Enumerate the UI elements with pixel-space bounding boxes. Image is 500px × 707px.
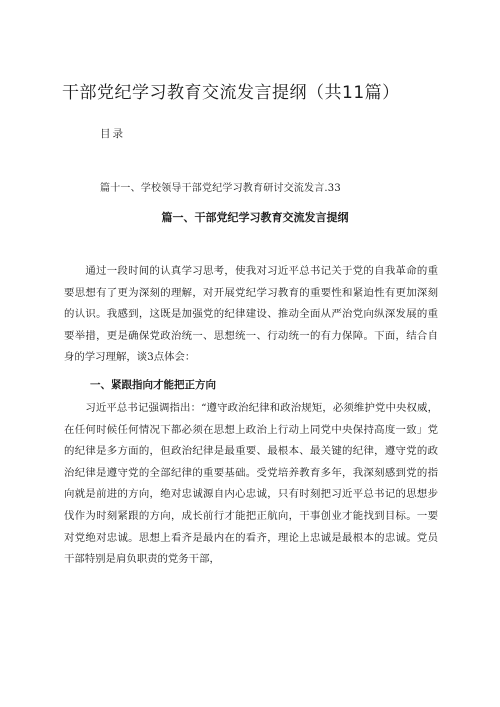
body-paragraph: 习近平总书记强调指出：“遵守政治纪律和政治规矩，必须维护党中央权威，在任何时候任何情况下都必须在思想上政治上行动上同党中央保持高度一致」党的纪律是多方面的，但政治纪律是最重要、最根本、最关键的纪律，遵守党的政治纪律是遵守党的全部纪律的重要基础。受党培养教育多年，我深刻感到党的指向就是前进的方向，绝对忠诚源自内心忠诚，只有时刻把习近平总书记的思想步伐作为时刻紧跟的方向，成长前行才能把正航向，干事创业才能找到目标。一要对党绝对忠诚。思想上看齐是最内在的看齐，理论上忠诚是最根本的忠诚。党员干部特别是肩负职责的党务干部，	[64, 402, 438, 566]
section-title: 篇一、干部党纪学习教育交流发言提纲	[161, 211, 349, 224]
toc-entry[interactable]: 篇十一、学校领导干部党纪学习教育研讨交流发言.33	[100, 183, 341, 194]
toc-heading: 目录	[100, 128, 125, 140]
sub-heading: 一、紧跟指向才能把正方向	[90, 379, 216, 391]
document-title: 干部党纪学习教育交流发言提纲（共11篇）	[62, 83, 400, 103]
body-paragraph: 通过一段时间的认真学习思考，使我对习近平总书记关于党的自我革命的重要思想有了更为深刻的理解，对开展党纪学习教育的重要性和紧迫性有更加深刻的认识。我感到，这既是加强党的纪律建设、推动全面从严治党向纵深发展的重要举措，更是确保党政治统一、思想统一、行动统一的有力保障。下面，结合自身的学习理解，谈3点体会：	[64, 265, 438, 364]
